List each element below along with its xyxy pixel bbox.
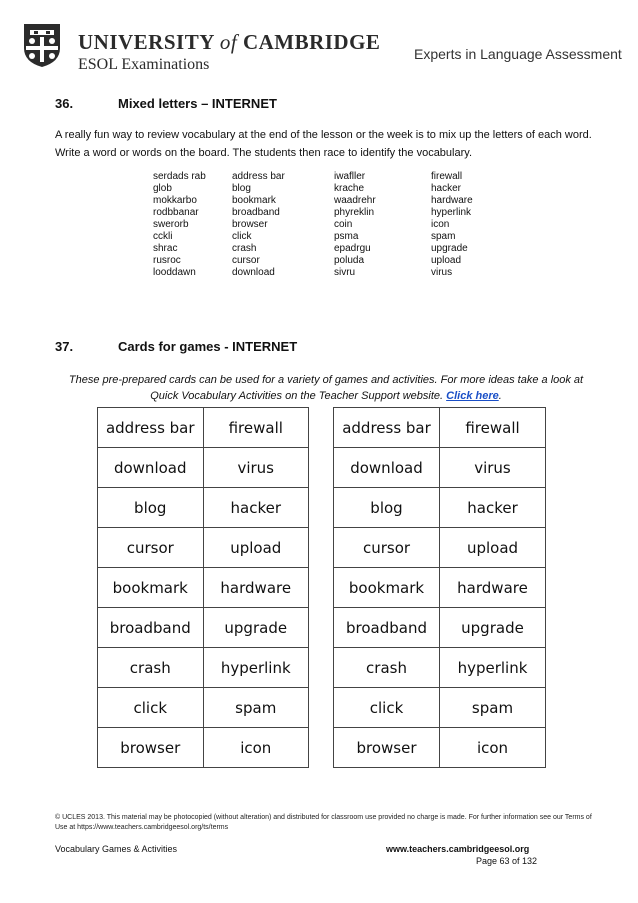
answer-word: cursor <box>232 255 260 266</box>
card: cursor <box>98 528 204 568</box>
card: browser <box>334 728 440 768</box>
scrambled-word: coin <box>334 219 353 230</box>
answer-word: crash <box>232 243 257 254</box>
card: hyperlink <box>203 648 309 688</box>
card: broadband <box>334 608 440 648</box>
card-row <box>98 688 309 728</box>
card: upgrade <box>203 608 309 648</box>
scrambled-word: looddawn <box>153 267 196 278</box>
answer-word: click <box>232 231 252 242</box>
card-row <box>334 528 546 568</box>
card-row <box>98 568 309 608</box>
scrambled-word: cckli <box>153 231 173 242</box>
card-row <box>334 688 546 728</box>
card: blog <box>334 488 440 528</box>
card: virus <box>203 448 309 488</box>
card: broadband <box>98 608 204 648</box>
card: click <box>334 688 440 728</box>
answer-word: hyperlink <box>431 207 472 218</box>
card: click <box>98 688 204 728</box>
scrambled-word: sivru <box>334 267 356 278</box>
card: upload <box>203 528 309 568</box>
scrambled-word: rusroc <box>153 255 181 266</box>
card: firewall <box>203 408 309 448</box>
card: address bar <box>98 408 204 448</box>
answer-word: spam <box>431 231 456 242</box>
footer-document-title: Vocabulary Games & Activities <box>55 844 178 854</box>
card: hacker <box>440 488 546 528</box>
answer-word: browser <box>232 219 268 230</box>
scrambled-word: waadrehr <box>334 195 376 206</box>
section-37-intro <box>66 372 586 404</box>
scrambled-word: shrac <box>153 243 178 254</box>
card: bookmark <box>98 568 204 608</box>
tagline: Experts in Language Assessment <box>414 46 622 62</box>
scrambled-word: phyreklin <box>334 207 375 218</box>
card: bookmark <box>334 568 440 608</box>
answer-word: download <box>232 267 275 278</box>
section-36-number: 36. <box>55 96 74 111</box>
card: crash <box>98 648 204 688</box>
card: browser <box>98 728 204 768</box>
university-name: UNIVERSITY of CAMBRIDGE <box>78 30 381 54</box>
card: hardware <box>203 568 309 608</box>
card: firewall <box>440 408 546 448</box>
card: spam <box>440 688 546 728</box>
section-36-title: Mixed letters – INTERNET <box>118 96 277 111</box>
card: crash <box>334 648 440 688</box>
answer-word: hardware <box>431 195 473 206</box>
answer-word: broadband <box>232 207 280 218</box>
section-36-body: A really fun way to review vocabulary at the end of the lesson or the week is to mix up the letters of each word. Write a word or words on the board. The students then race to identify the vocabulary. <box>55 129 592 159</box>
scrambled-word: krache <box>334 183 365 194</box>
card: cursor <box>334 528 440 568</box>
card-row <box>98 448 309 488</box>
esol-examinations: ESOL Examinations <box>78 56 210 73</box>
card-row <box>98 728 309 768</box>
card: download <box>334 448 440 488</box>
copyright-notice: © UCLES 2013. This material may be photocopied (without alteration) and distributed for classroom use provided no charge is made. For further information see our Terms of Use at https://www.teachers.cambridgeesol.org/ts/terms <box>55 814 592 831</box>
card: icon <box>203 728 309 768</box>
answer-word: blog <box>232 183 251 194</box>
answer-words-column-1 <box>232 171 285 279</box>
answer-word: hacker <box>431 183 462 194</box>
card-grid-right <box>333 407 546 768</box>
answer-word: upload <box>431 255 462 266</box>
click-here-link[interactable]: Click here <box>446 390 499 402</box>
footer-website: www.teachers.cambridgeesol.org <box>386 844 530 854</box>
card-row <box>98 528 309 568</box>
answer-word: icon <box>431 219 450 230</box>
card-row <box>98 608 309 648</box>
card-row <box>334 648 546 688</box>
scrambled-word: iwafller <box>334 171 366 182</box>
card: upload <box>440 528 546 568</box>
scrambled-word: poluda <box>334 255 365 266</box>
card: icon <box>440 728 546 768</box>
scrambled-word: epadrgu <box>334 243 371 254</box>
scrambled-word: mokkarbo <box>153 195 197 206</box>
card: virus <box>440 448 546 488</box>
card: address bar <box>334 408 440 448</box>
section-37-title: Cards for games - INTERNET <box>118 339 298 354</box>
card: hyperlink <box>440 648 546 688</box>
card-row <box>98 648 309 688</box>
section-37-number: 37. <box>55 339 74 354</box>
scrambled-word: psma <box>334 231 359 242</box>
card-row <box>334 608 546 648</box>
answer-word: firewall <box>431 171 463 182</box>
card: hacker <box>203 488 309 528</box>
card-row <box>98 488 309 528</box>
card-grid-left <box>97 407 309 768</box>
card-row <box>334 728 546 768</box>
answer-word: address bar <box>232 171 285 182</box>
page-number: Page 63 of 132 <box>476 856 538 866</box>
card-row <box>334 408 546 448</box>
card-row <box>334 568 546 608</box>
card: blog <box>98 488 204 528</box>
card: spam <box>203 688 309 728</box>
intro-period: . <box>498 390 502 402</box>
scrambled-word: rodbbanar <box>153 207 199 218</box>
card: upgrade <box>440 608 546 648</box>
answer-word: upgrade <box>431 243 468 254</box>
card: hardware <box>440 568 546 608</box>
scrambled-words-column-2 <box>334 171 376 279</box>
cambridge-crest-logo <box>22 22 62 68</box>
scrambled-word: serdads rab <box>153 171 206 182</box>
card-row <box>334 448 546 488</box>
answer-word: virus <box>431 267 453 278</box>
card-row <box>334 488 546 528</box>
scrambled-word: glob <box>153 183 172 194</box>
card: download <box>98 448 204 488</box>
answer-words-column-2 <box>431 171 473 279</box>
answer-word: bookmark <box>232 195 276 206</box>
scrambled-word: swerorb <box>153 219 189 230</box>
scrambled-words-column-1 <box>153 171 206 279</box>
intro-text: These pre-prepared cards can be used for a variety of games and activities. For more ideas take a look at Quick Vocabulary Activities on the Teacher Support website. <box>68 374 584 402</box>
card-row <box>98 408 309 448</box>
